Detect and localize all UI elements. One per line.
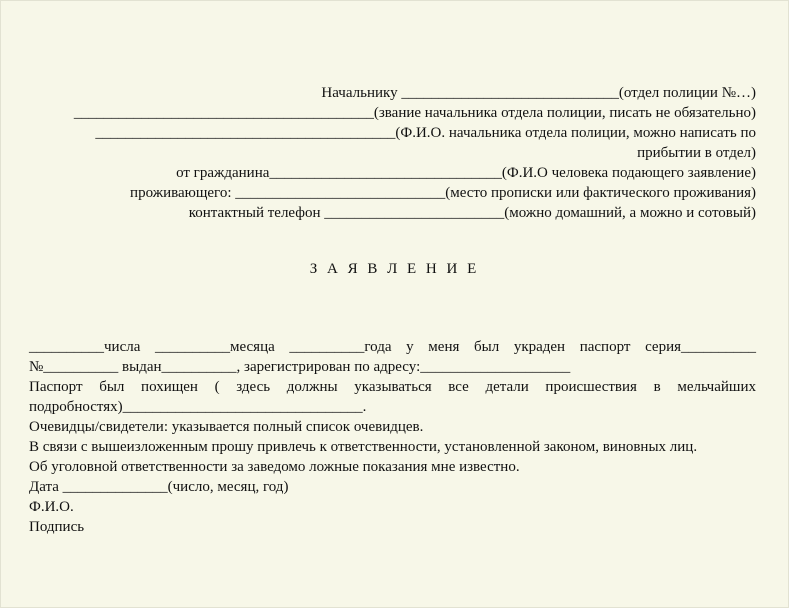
- request-paragraph: В связи с вышеизложенным прошу привлечь к ответственности, установленной законом, виновных лиц.: [29, 439, 698, 455]
- passport-issue-line: №__________ выдан__________, зарегистрирован по адресу:____________________: [29, 359, 571, 375]
- applicant-phone-line: контактный телефон ________________________(можно домашний, а можно и сотовый): [188, 205, 756, 221]
- addressee-line-chief-name: ________________________________________(Ф.И.О. начальника отдела полиции, можно написать по: [95, 125, 756, 141]
- witnesses-line: Очевидцы/свидетели: указывается полный список очевидцев.: [29, 419, 424, 435]
- theft-date-line: __________числа __________месяца __________года у меня был украден паспорт серия__________: [29, 339, 756, 355]
- full-name-line: Ф.И.О.: [29, 499, 74, 515]
- addressee-block: [29, 83, 756, 223]
- date-line: Дата ______________(число, месяц, год): [29, 479, 289, 495]
- theft-details-paragraph: Паспорт был похищен ( здесь должны указываться все детали происшествия в мельчайших подробностях)________________________________.: [29, 379, 756, 415]
- addressee-line-chief: Начальнику _____________________________(отдел полиции №…): [321, 85, 756, 101]
- applicant-name-line: от гражданина_______________________________(Ф.И.О человека подающего заявление): [176, 165, 756, 181]
- statement-body: [29, 337, 756, 537]
- liability-notice: Об уголовной ответственности за заведомо ложные показания мне известно.: [29, 459, 520, 475]
- addressee-line-chief-name-cont: прибытии в отдел): [637, 145, 756, 161]
- document-title: З А Я В Л Е Н И Е: [309, 261, 480, 277]
- signature-line: Подпись: [29, 519, 85, 535]
- applicant-address-line: проживающего: ____________________________(место прописки или фактического проживания): [130, 185, 756, 201]
- addressee-line-rank: ________________________________________(звание начальника отдела полиции, писать не обязательно): [73, 105, 756, 121]
